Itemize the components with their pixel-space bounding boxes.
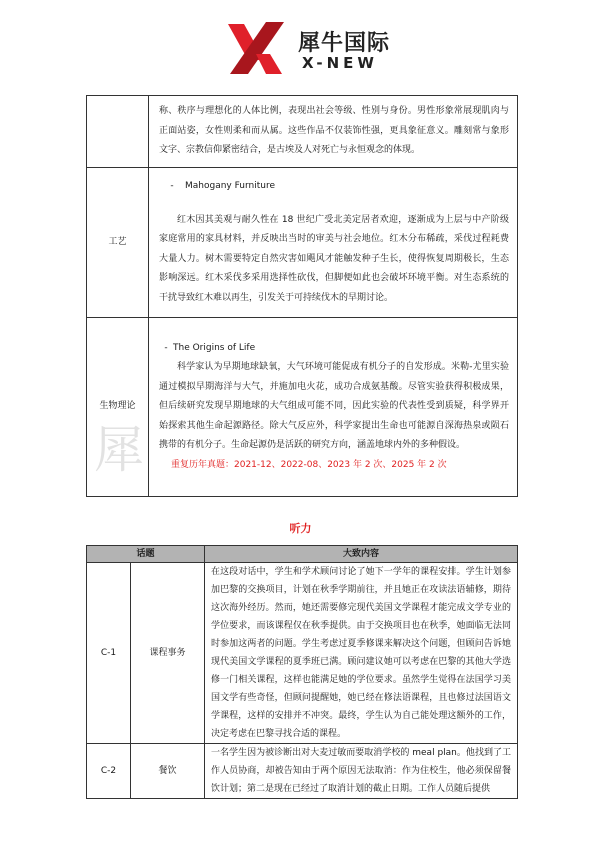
watermark: 犀	[94, 421, 144, 479]
row-label: 生物理论	[87, 318, 149, 497]
row-id: C-2	[87, 744, 131, 799]
table-row	[87, 96, 518, 168]
row-topic: 餐饮	[131, 744, 205, 799]
row-label	[87, 96, 149, 168]
table-header-row	[87, 546, 518, 563]
brand-name-en: X-NEW	[302, 54, 378, 72]
paragraph: 称、秩序与理想化的人体比例，表现出社会等级、性别与身份。男性形象常展现肌肉与正面站姿，女性则柔和而从属。这些作品不仅装饰性强，更具象征意义。雕刻常与象形文字、宗教信仰紧密结合，是古埃及人对死亡与永恒观念的体现。	[159, 106, 509, 156]
bullet-title: The Origins of Life	[173, 342, 256, 353]
bullet-title: Mahogany Furniture	[185, 181, 276, 191]
section-title: 听力	[289, 522, 312, 535]
listening-table	[86, 545, 518, 799]
topic-table	[86, 95, 518, 497]
header-topic: 话题	[87, 546, 205, 563]
header-content: 大致内容	[205, 546, 518, 563]
row-content: 在这段对话中，学生和学术顾问讨论了她下一学年的课程安排。学生计划参加巴黎的交换项目，计划在秋季学期前往，并且她正在攻读法语辅修，期待这次海外经历。然而，她还需要修完现代美国文学课程才能完成文学专业的学位要求，而该课程仅在秋季提供。由于交换项目也在秋季，她面临无法同时参加这两者的问题。学生考虑过夏季修课来解决这个问题，但顾问告诉她现代美国文学课程的夏季班已满。顾问建议她可以考虑在巴黎的其他大学选修一门相关课程，这样也能满足她的学位要求。虽然学生觉得在法国学习美国文学有些奇怪，但顾问提醒她，她已经在修法语课程，且也修过法国语文学课程，这样的安排并不冲突。最终，学生认为自己能处理这额外的工作，决定考虑在巴黎寻找合适的课程。	[205, 563, 518, 744]
row-label: 工艺	[87, 168, 149, 318]
dash-icon: -	[164, 342, 168, 353]
brand-name-cn: 犀牛国际	[298, 31, 391, 56]
row-content	[149, 168, 518, 318]
table-row	[87, 318, 518, 497]
row-topic: 课程事务	[131, 563, 205, 744]
row-content: 一名学生因为被诊断出对大麦过敏而要取消学校的 meal plan。他找到了工作人员协商，却被告知由于两个原因无法取消：作为住校生，他必须保留餐饮计划；第二是现在已经过了取消计划的截止日期。工作人员随后提供	[205, 744, 518, 799]
table-row	[87, 563, 518, 744]
dash-icon: -	[170, 181, 174, 191]
table-row	[87, 168, 518, 318]
row-content	[149, 96, 518, 168]
brand-logo	[226, 20, 391, 78]
row-content	[149, 318, 518, 497]
paragraph: 科学家认为早期地球缺氧，大气环境可能促成有机分子的自发形成。米勒-尤里实验通过模拟早期海洋与大气，并施加电火花，成功合成氨基酸。尽管实验获得积极成果，但后续研究发现早期地球的大气组成可能不同，因此实验的代表性受到质疑，科学界开始探索其他生命起源路径。除大气反应外，科学家提出生命也可能源自深海热泉或陨石携带的有机分子。生命起源仍是活跃的研究方向，涵盖地球内外的多种假设。	[159, 362, 509, 451]
table-row	[87, 744, 518, 799]
x-logo-icon	[226, 20, 286, 78]
bullet-heading	[159, 177, 509, 197]
bullet-heading	[159, 339, 509, 359]
repeat-note: 重复历年真题：2021-12、2022-08、2023 年 2 次、2025 年 2 次	[171, 459, 447, 470]
row-id: C-1	[87, 563, 131, 744]
paragraph: 红木因其美观与耐久性在 18 世纪广受北美定居者欢迎，逐渐成为上层与中产阶级家庭常用的家具材料，并反映出当时的审美与社会地位。红木分布稀疏，采伐过程耗费大量人力。树木需要特定自然灾害如飓风才能触发种子生长，使得恢复周期极长，生态影响深远。红木采伐多采用选择性砍伐，但脚便如此也会破坏环境平衡。对生态系统的干扰导致红木难以再生，引发关于可持续伐木的早期讨论。	[159, 214, 509, 303]
